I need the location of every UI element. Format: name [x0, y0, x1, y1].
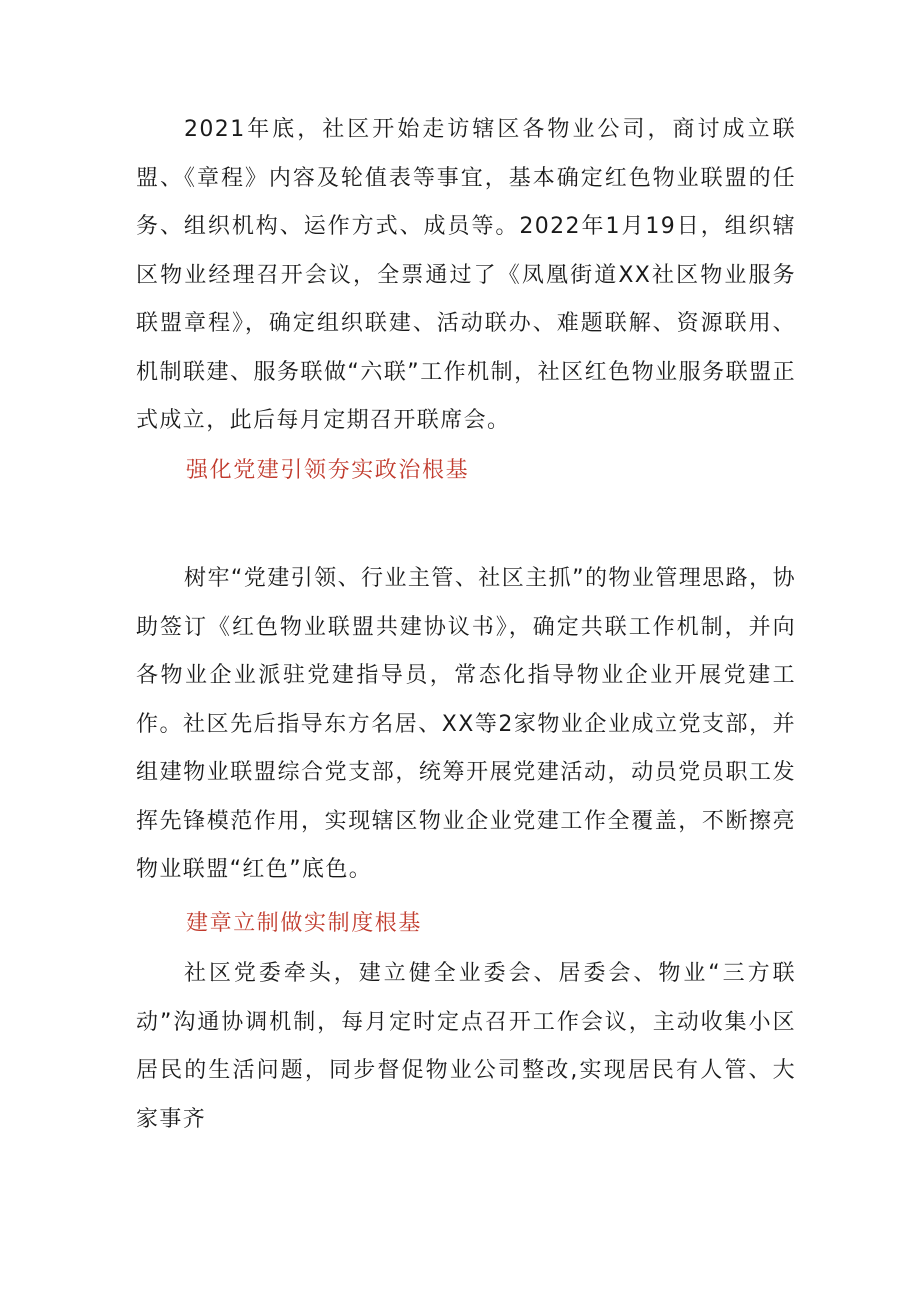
paragraph-system-building: 社区党委牵头，建立健全业委会、居委会、物业“三方联动”沟通协调机制，每月定时定点召开工作会议，主动收集小区居民的生活问题，同步督促物业公司整改,实现居民有人管、大家事齐 — [136, 961, 796, 1132]
section-heading-system-building: 建章立制做实制度根基 — [186, 911, 423, 936]
paragraph-alliance-founding: 2021年底，社区开始走访辖区各物业公司，商讨成立联盟、《章程》内容及轮值表等事宜，基本确定红色物业联盟的任务、组织机构、运作方式、成员等。2022年1月19日，组织辖区物业经理召开会议，全票通过了《凤凰街道XX社区物业服务联盟章程》，确定组织联建、活动联办、难题联解、资源联用、机制联建、服务联做“六联”工作机制，社区红色物业服务联盟正式成立，此后每月定期召开联席会。 — [136, 117, 796, 433]
section-heading-party-building: 强化党建引领夯实政治根基 — [186, 458, 470, 483]
paragraph-party-building: 树牢“党建引领、行业主管、社区主抓”的物业管理思路，协助签订《红色物业联盟共建协议书》，确定共联工作机制，并向各物业企业派驻党建指导员，常态化指导物业企业开展党建工作。社区先后指导东方名居、XX等2家物业企业成立党支部，并组建物业联盟综合党支部，统筹开展党建活动，动员党员职工发挥先锋模范作用，实现辖区物业企业党建工作全覆盖，不断擦亮物业联盟“红色”底色。 — [136, 566, 796, 882]
